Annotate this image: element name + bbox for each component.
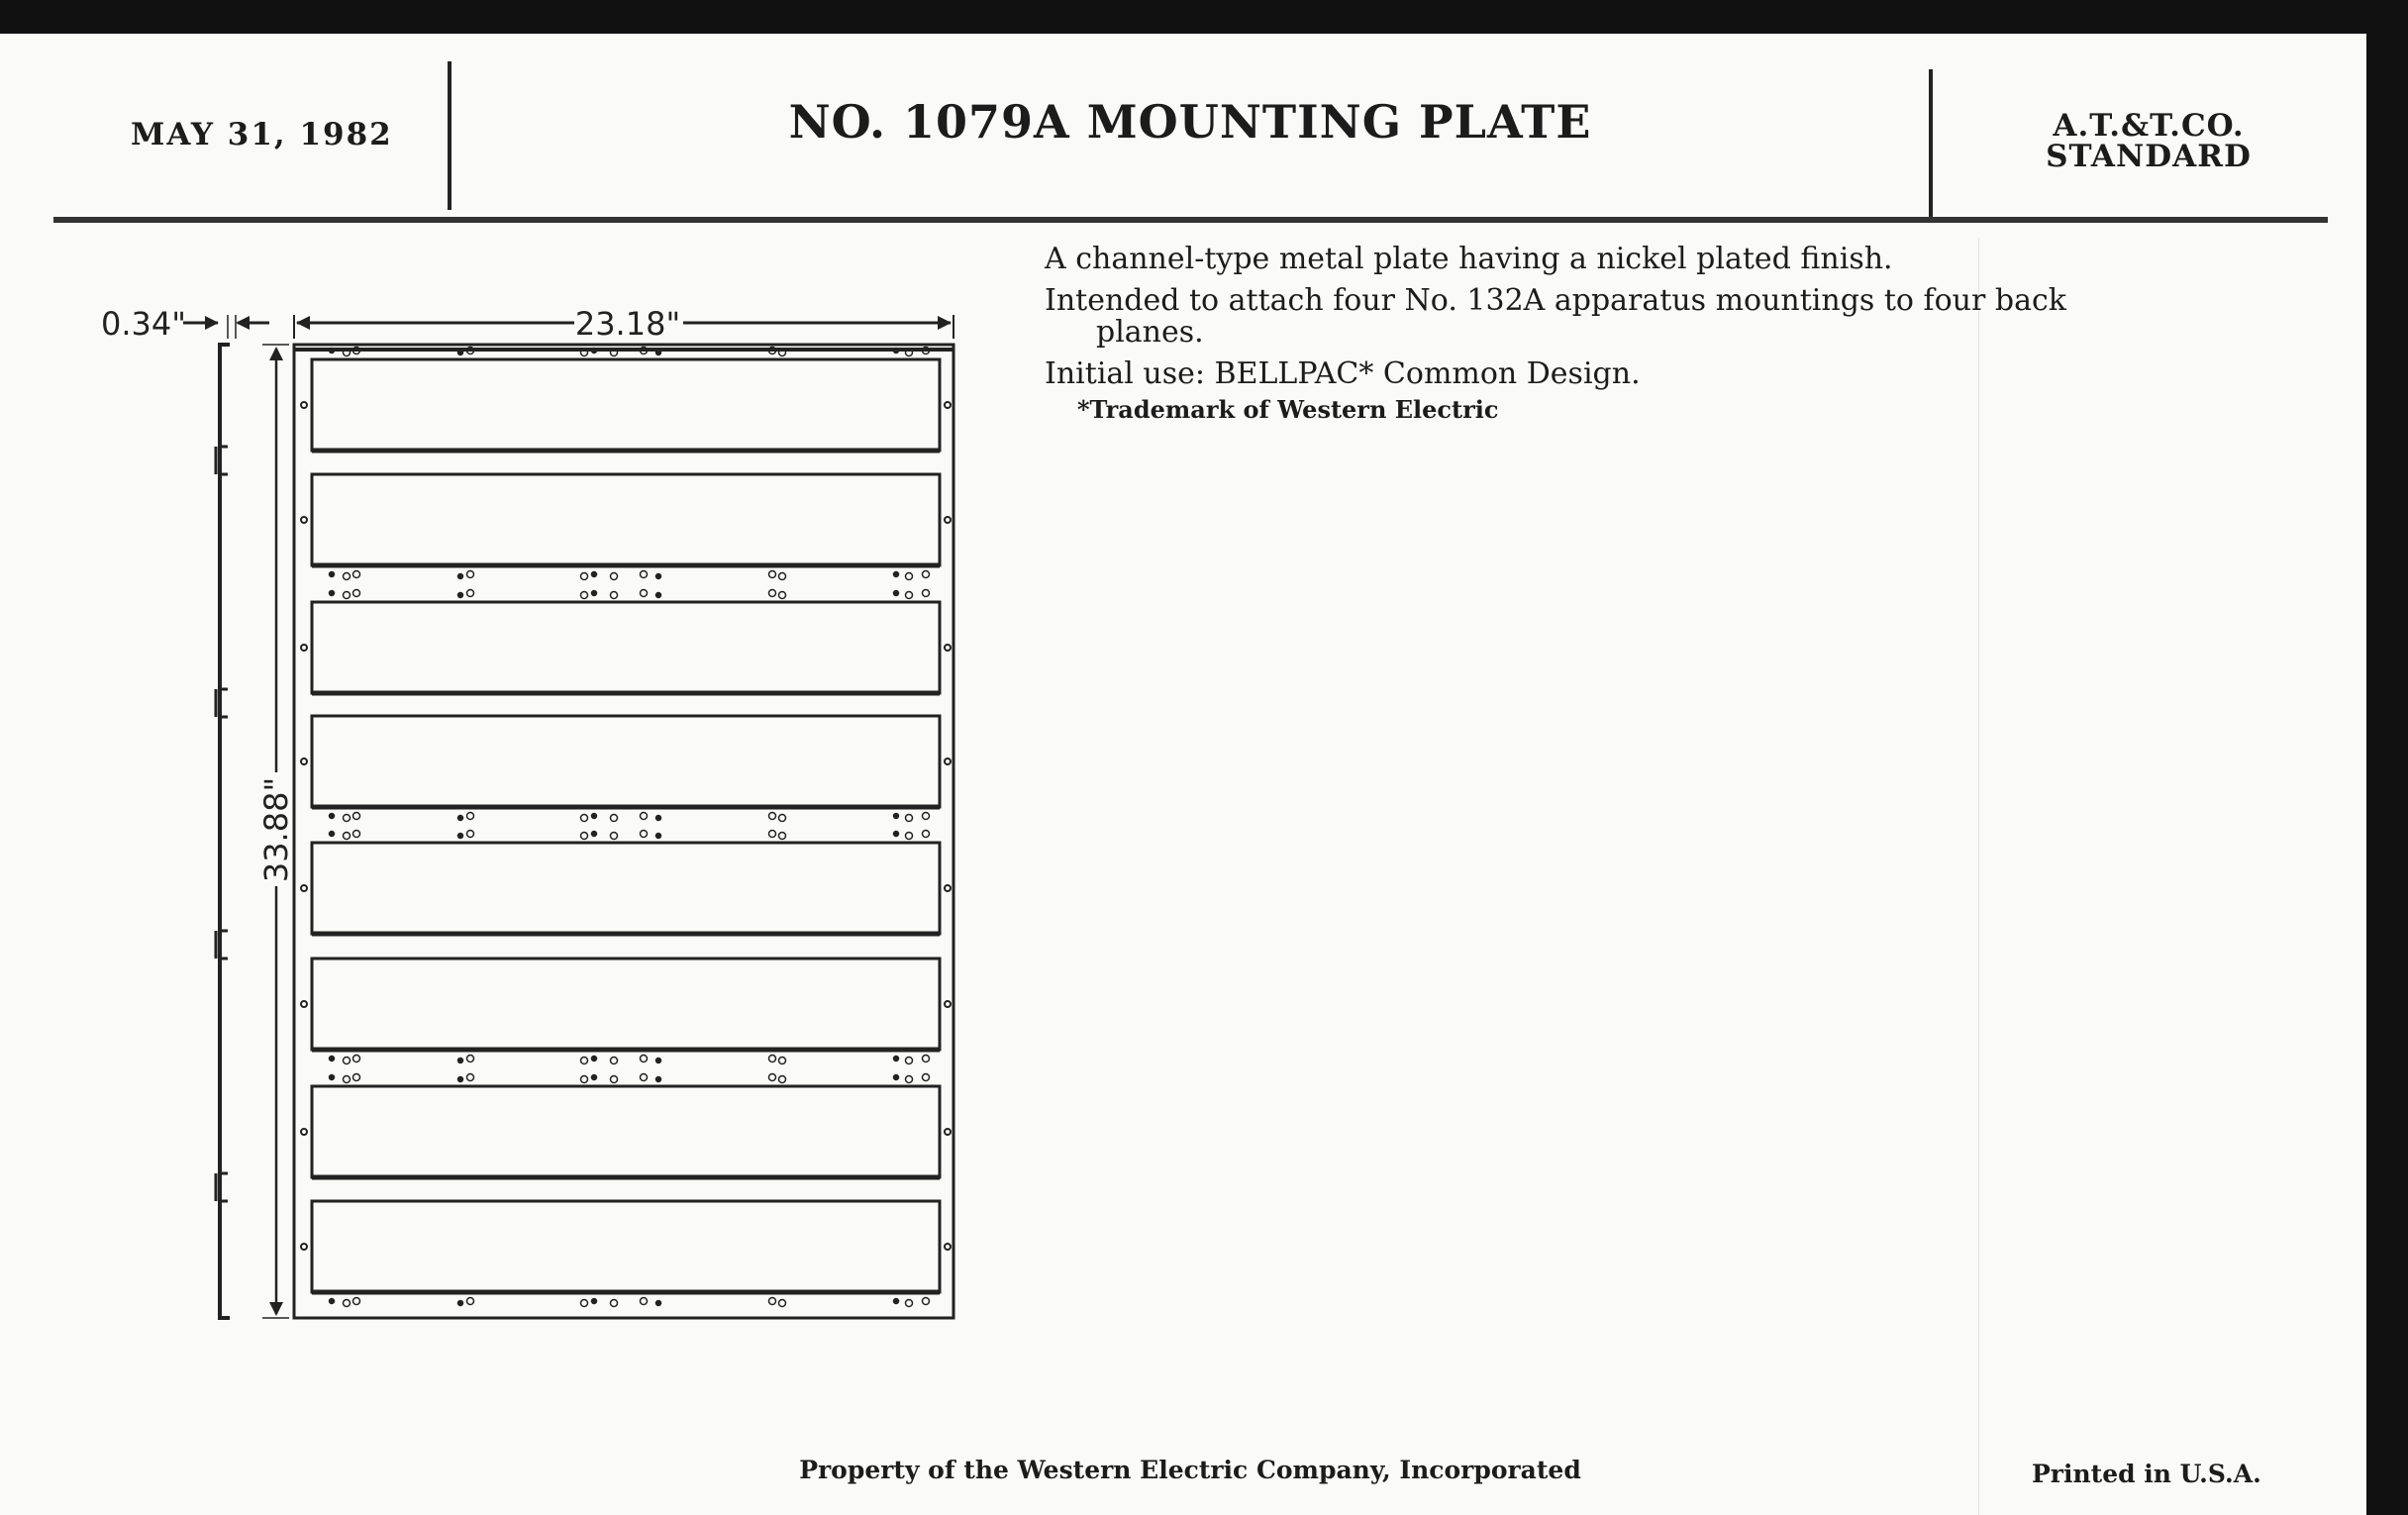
- mounting-hole: [592, 1299, 597, 1304]
- mounting-hole: [779, 592, 786, 599]
- mounting-hole: [581, 573, 588, 580]
- mounting-hole: [344, 815, 351, 822]
- mounting-hole: [353, 590, 360, 597]
- mounting-hole: [779, 1300, 786, 1307]
- mounting-hole: [641, 1074, 648, 1081]
- mounting-hole: [592, 591, 597, 596]
- mounting-hole: [611, 1300, 618, 1307]
- printed-notice: Printed in U.S.A.: [2032, 1460, 2261, 1488]
- mounting-hole: [458, 1301, 463, 1306]
- mounting-hole: [330, 572, 335, 577]
- mounting-hole: [301, 1129, 307, 1135]
- mounting-hole: [458, 593, 463, 598]
- mounting-hole: [353, 831, 360, 838]
- description-line: planes.: [1096, 315, 1204, 350]
- mounting-hole: [611, 592, 618, 599]
- channel-panel: [312, 1086, 940, 1177]
- mounting-hole: [769, 1298, 776, 1305]
- mounting-hole: [945, 1244, 951, 1250]
- mounting-hole: [611, 833, 618, 840]
- mounting-hole: [641, 590, 648, 597]
- page-title: NO. 1079A MOUNTING PLATE: [788, 95, 1592, 149]
- mounting-hole: [592, 1075, 597, 1080]
- arrow-icon: [938, 316, 952, 330]
- mounting-hole: [344, 573, 351, 580]
- mounting-hole: [779, 573, 786, 580]
- mounting-hole: [894, 1057, 899, 1061]
- mounting-hole: [467, 1074, 474, 1081]
- mounting-hole: [353, 1074, 360, 1081]
- mounting-hole: [611, 573, 618, 580]
- mounting-hole: [656, 816, 661, 821]
- mounting-hole: [592, 349, 597, 354]
- standard-label: [1941, 108, 2357, 174]
- height-dimension: 33.88": [257, 776, 295, 883]
- mounting-hole: [906, 815, 913, 822]
- mounting-hole: [945, 645, 951, 651]
- mounting-hole: [301, 402, 307, 408]
- mounting-hole: [344, 592, 351, 599]
- mounting-hole: [656, 574, 661, 579]
- property-notice: Property of the Western Electric Company, Incorporated: [799, 1456, 1581, 1484]
- mounting-hole: [330, 1299, 335, 1304]
- mounting-hole: [769, 813, 776, 820]
- mounting-hole: [353, 813, 360, 820]
- mounting-hole: [592, 1057, 597, 1061]
- mounting-hole: [769, 1074, 776, 1081]
- mounting-hole: [641, 1056, 648, 1062]
- mounting-hole: [641, 831, 648, 838]
- mounting-hole: [330, 1075, 335, 1080]
- mounting-hole: [923, 1074, 930, 1081]
- fold-line: [1978, 238, 1979, 1515]
- arrow-icon: [236, 316, 250, 330]
- mounting-hole: [581, 1300, 588, 1307]
- mounting-hole: [301, 1001, 307, 1007]
- mounting-hole: [344, 1058, 351, 1064]
- trademark-footnote: *Trademark of Western Electric: [1077, 395, 1499, 424]
- mounting-hole: [894, 591, 899, 596]
- standard-line1: A.T.&T.CO.: [2053, 108, 2245, 144]
- mounting-hole: [592, 572, 597, 577]
- mounting-hole: [458, 574, 463, 579]
- mounting-hole: [301, 645, 307, 651]
- mounting-hole: [906, 833, 913, 840]
- mounting-hole: [894, 1075, 899, 1080]
- mounting-hole: [656, 351, 661, 355]
- mounting-hole: [894, 349, 899, 354]
- header-divider-right: [1929, 69, 1933, 220]
- mounting-plate-drawing: [0, 0, 990, 1386]
- mounting-hole: [592, 814, 597, 819]
- mounting-hole: [906, 592, 913, 599]
- mounting-hole: [344, 1300, 351, 1307]
- mounting-hole: [611, 815, 618, 822]
- mounting-hole: [330, 349, 335, 354]
- mounting-hole: [467, 831, 474, 838]
- channel-panel: [312, 474, 940, 565]
- mounting-hole: [656, 1077, 661, 1082]
- mounting-hole: [330, 1057, 335, 1061]
- thickness-dimension: 0.34": [101, 305, 186, 343]
- mounting-hole: [906, 1076, 913, 1083]
- arrow-icon: [205, 316, 219, 330]
- mounting-hole: [656, 1301, 661, 1306]
- arrow-icon: [269, 347, 283, 360]
- mounting-hole: [330, 591, 335, 596]
- mounting-hole: [641, 813, 648, 820]
- mounting-hole: [458, 351, 463, 355]
- width-dimension: 23.18": [574, 305, 681, 343]
- mounting-hole: [301, 1244, 307, 1250]
- mounting-hole: [769, 571, 776, 578]
- mounting-hole: [467, 813, 474, 820]
- issue-date: MAY 31, 1982: [131, 117, 393, 152]
- mounting-hole: [945, 517, 951, 523]
- mounting-hole: [467, 571, 474, 578]
- mounting-hole: [779, 833, 786, 840]
- description-line: A channel-type metal plate having a nickel plated finish.: [1045, 242, 1893, 276]
- mounting-hole: [467, 590, 474, 597]
- description-block: [1045, 244, 2282, 426]
- mounting-hole: [330, 814, 335, 819]
- mounting-hole: [353, 571, 360, 578]
- channel-panel: [312, 1201, 940, 1292]
- channel-panel: [312, 843, 940, 934]
- mounting-hole: [467, 1056, 474, 1062]
- mounting-hole: [581, 815, 588, 822]
- mounting-hole: [906, 573, 913, 580]
- mounting-hole: [923, 1056, 930, 1062]
- mounting-hole: [330, 832, 335, 837]
- channel-panel: [312, 716, 940, 807]
- mounting-hole: [945, 1001, 951, 1007]
- mounting-hole: [656, 593, 661, 598]
- mounting-hole: [769, 831, 776, 838]
- mounting-hole: [611, 1058, 618, 1064]
- mounting-hole: [458, 1059, 463, 1063]
- channel-panel: [312, 359, 940, 451]
- mounting-hole: [458, 834, 463, 839]
- mounting-hole: [344, 1076, 351, 1083]
- mounting-hole: [581, 1058, 588, 1064]
- mounting-hole: [656, 1059, 661, 1063]
- mounting-hole: [779, 1076, 786, 1083]
- mounting-hole: [779, 1058, 786, 1064]
- mounting-hole: [641, 1298, 648, 1305]
- mounting-hole: [894, 832, 899, 837]
- mounting-hole: [945, 758, 951, 764]
- mounting-hole: [894, 572, 899, 577]
- mounting-hole: [458, 1077, 463, 1082]
- mounting-hole: [945, 885, 951, 891]
- mounting-hole: [301, 517, 307, 523]
- mounting-hole: [301, 758, 307, 764]
- mounting-hole: [945, 402, 951, 408]
- mounting-hole: [301, 885, 307, 891]
- mounting-hole: [656, 834, 661, 839]
- mounting-hole: [611, 1076, 618, 1083]
- mounting-hole: [906, 1058, 913, 1064]
- mounting-hole: [945, 1129, 951, 1135]
- mounting-hole: [906, 1300, 913, 1307]
- channel-panel: [312, 959, 940, 1050]
- standard-line2: STANDARD: [2046, 139, 2252, 174]
- mounting-hole: [769, 590, 776, 597]
- mounting-hole: [353, 1056, 360, 1062]
- scan-right-border: [2366, 0, 2408, 1515]
- mounting-hole: [344, 833, 351, 840]
- mounting-hole: [581, 833, 588, 840]
- mounting-hole: [769, 1056, 776, 1062]
- mounting-hole: [592, 832, 597, 837]
- mounting-hole: [353, 1298, 360, 1305]
- mounting-hole: [641, 571, 648, 578]
- mounting-hole: [581, 1076, 588, 1083]
- mounting-hole: [923, 813, 930, 820]
- mounting-hole: [923, 1298, 930, 1305]
- mounting-hole: [923, 571, 930, 578]
- mounting-hole: [923, 590, 930, 597]
- mounting-hole: [923, 831, 930, 838]
- mounting-hole: [458, 816, 463, 821]
- description-line: Intended to attach four No. 132A apparatus mountings to four back: [1045, 283, 2066, 318]
- mounting-hole: [894, 814, 899, 819]
- mounting-hole: [779, 815, 786, 822]
- mounting-hole: [894, 1299, 899, 1304]
- mounting-hole: [467, 1298, 474, 1305]
- description-line: Initial use: BELLPAC* Common Design.: [1045, 356, 1641, 391]
- mounting-hole: [581, 592, 588, 599]
- plate-outline: [294, 345, 953, 1318]
- arrow-icon: [269, 1302, 283, 1316]
- arrow-icon: [296, 316, 310, 330]
- channel-panel: [312, 602, 940, 693]
